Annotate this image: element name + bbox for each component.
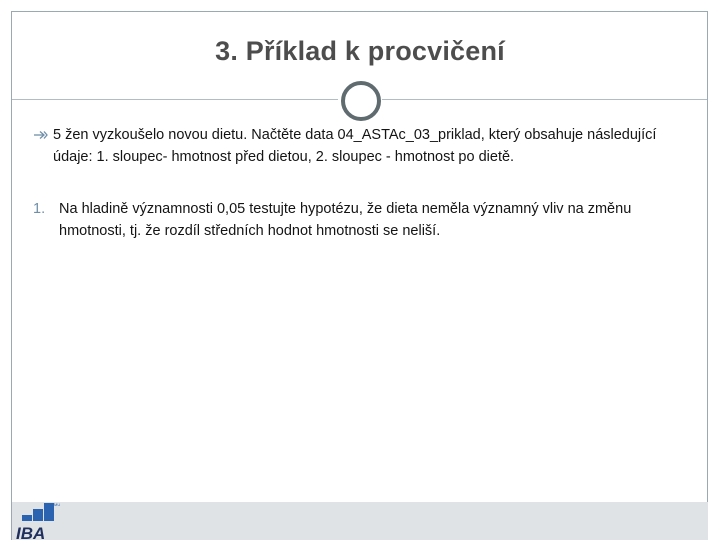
bullet-arrow-icon xyxy=(33,130,48,140)
numbered-item xyxy=(33,198,673,242)
title-divider-left xyxy=(12,99,338,100)
item-number: 1. xyxy=(33,201,46,217)
bullet-text: 5 žen vyzkoušelo novou dietu. Načtěte data 04_ASTAc_03_priklad, který obsahuje následující údaje: 1. sloupec- hmotnost před dietou, 2. sloupec - hmotnost po dietě. xyxy=(53,127,657,165)
bullet-item xyxy=(33,124,698,168)
item-text: Na hladině významnosti 0,05 testujte hypotézu, že dieta neměla významný vliv na změnu hmotnosti, tj. že rozdíl středních hodnot hmotnosti se neliší. xyxy=(59,201,632,239)
iba-logo xyxy=(14,500,60,540)
logo-text: IBA xyxy=(16,524,46,540)
logo-superscript: MU xyxy=(54,502,60,507)
footer-band xyxy=(12,502,708,540)
divider-ring-icon xyxy=(341,81,381,121)
title-divider-right xyxy=(382,99,707,100)
slide-title: 3. Příklad k procvičení xyxy=(215,36,505,66)
